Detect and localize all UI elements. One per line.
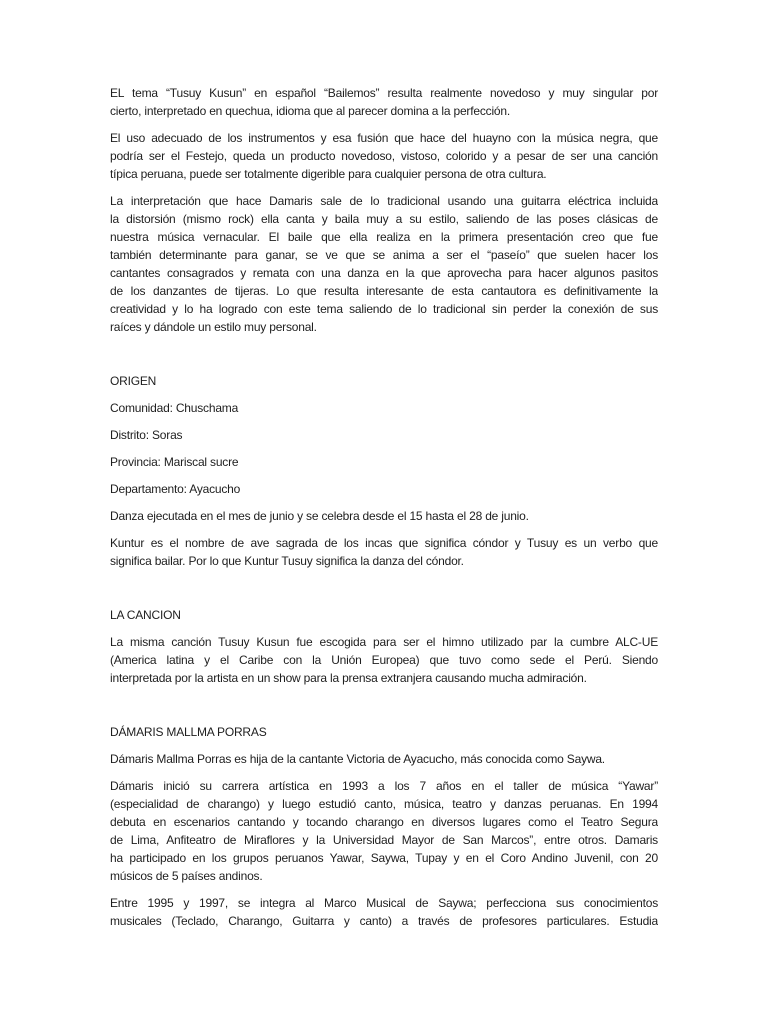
text-line: La interpretación que hace Damaris sale de lo tradicional usando una guitarra eléctrica incluida	[110, 194, 658, 208]
paragraph-fusion	[110, 129, 658, 183]
text-line: significa bailar. Por lo que Kuntur Tusuy significa la danza del cóndor.	[110, 554, 464, 568]
text-line: cantantes consagrados y remata con una danza en la que aprovecha para hacer algunos pasitos	[110, 266, 658, 280]
blank-line	[110, 579, 658, 597]
text-line: nuestra música vernacular. El baile que ella realiza en la primera presentación creo que fue	[110, 230, 658, 244]
text-line: también determinante para ganar, se ve que se anima a ser el “paseío” que suelen hacer los	[110, 248, 658, 262]
text-line: Dámaris Mallma Porras es hija de la cantante Victoria de Ayacucho, más conocida como Saywa.	[110, 752, 605, 766]
origin-comunidad	[110, 399, 658, 417]
blank-line	[110, 345, 658, 363]
section-heading-origen	[110, 372, 658, 390]
text-line: Provincia: Mariscal sucre	[110, 455, 239, 469]
text-line: Danza ejecutada en el mes de junio y se celebra desde el 15 hasta el 28 de junio.	[110, 509, 529, 523]
text-line: creatividad y lo ha logrado con este tema saliendo de lo tradicional sin perder la conexión de sus	[110, 302, 658, 316]
heading-text: DÁMARIS MALLMA PORRAS	[110, 725, 267, 739]
origin-departamento	[110, 480, 658, 498]
text-line: interpretada por la artista en un show para la prensa extranjera causando mucha admiración.	[110, 671, 587, 685]
origin-danza	[110, 507, 658, 525]
text-line: (America latina y el Caribe con la Unión Europea) que tuvo como sede el Perú. Siendo	[110, 653, 658, 667]
text-line: cierto, interpretado en quechua, idioma que al parecer domina a la perfección.	[110, 104, 510, 118]
paragraph-intro	[110, 84, 658, 120]
origin-distrito	[110, 426, 658, 444]
document-body	[110, 84, 658, 939]
text-line: EL tema “Tusuy Kusun” en español “Bailemos” resulta realmente novedoso y muy singular por	[110, 86, 658, 100]
text-line: El uso adecuado de los instrumentos y esa fusión que hace del huayno con la música negra, que	[110, 131, 658, 145]
text-line: de los danzantes de tijeras. Lo que resulta interesante de esta cantautora es definitivamente la	[110, 284, 658, 298]
text-line: podría ser el Festejo, queda un producto novedoso, vistoso, colorido y a pesar de ser una canción	[110, 149, 658, 163]
text-line: Comunidad: Chuschama	[110, 401, 239, 415]
text-line: de Lima, Anfiteatro de Miraflores y la Universidad Mayor de San Marcos”, entre otros. Damaris	[110, 833, 658, 847]
heading-text: LA CANCION	[110, 608, 181, 622]
blank-line	[110, 696, 658, 714]
text-line: típica peruana, puede ser totalmente digerible para cualquier persona de otra cultura.	[110, 167, 547, 181]
text-line: musicales (Teclado, Charango, Guitarra y canto) a través de profesores particulares. Estudia	[110, 914, 658, 928]
heading-text: ORIGEN	[110, 374, 157, 388]
paragraph-career	[110, 777, 658, 885]
text-line: la distorsión (mismo rock) ella canta y baila muy a su estilo, saliendo de las poses clásicas de	[110, 212, 658, 226]
text-line: Distrito: Soras	[110, 428, 183, 442]
origin-provincia	[110, 453, 658, 471]
text-line: músicos de 5 países andinos.	[110, 869, 263, 883]
paragraph-training	[110, 894, 658, 930]
text-line: Entre 1995 y 1997, se integra al Marco Musical de Saywa; perfecciona sus conocimientos	[110, 896, 658, 910]
paragraph-song	[110, 633, 658, 687]
paragraph-interpretation	[110, 192, 658, 336]
text-line: raíces y dándole un estilo muy personal.	[110, 320, 317, 334]
text-line: Departamento: Ayacucho	[110, 482, 241, 496]
paragraph-parentage	[110, 750, 658, 768]
paragraph-kuntur	[110, 534, 658, 570]
text-line: ha participado en los grupos peruanos Yawar, Saywa, Tupay y en el Coro Andino Juvenil, con 20	[110, 851, 658, 865]
text-line: Kuntur es el nombre de ave sagrada de los incas que significa cóndor y Tusuy es un verbo que	[110, 536, 658, 550]
text-line: La misma canción Tusuy Kusun fue escogida para ser el himno utilizado par la cumbre ALC-UE	[110, 635, 658, 649]
text-line: Dámaris inició su carrera artística en 1993 a los 7 años en el taller de música “Yawar”	[110, 779, 658, 793]
text-line: debuta en escenarios cantando y tocando charango en diversos lugares como el Teatro Segura	[110, 815, 658, 829]
section-heading-damaris	[110, 723, 658, 741]
text-line: (especialidad de charango) y luego estudió canto, música, teatro y danzas peruanas. En 1994	[110, 797, 658, 811]
section-heading-la-cancion	[110, 606, 658, 624]
